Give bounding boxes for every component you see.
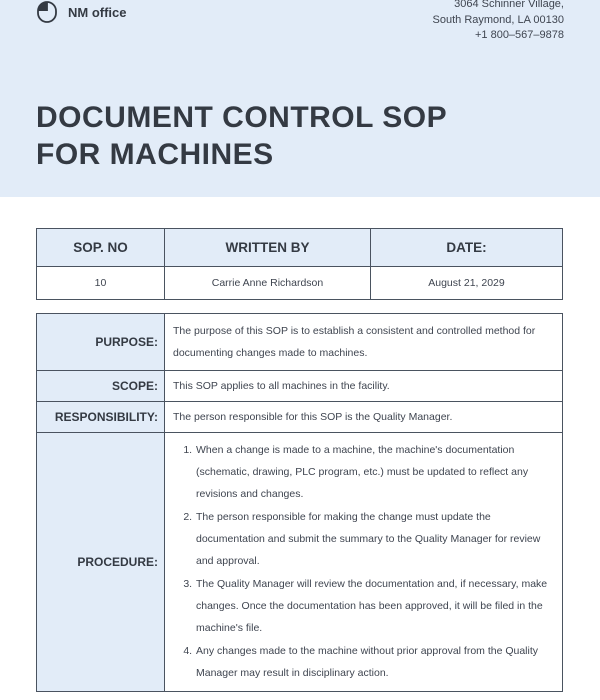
procedure-row xyxy=(37,433,563,692)
list-item: 4. Any changes made to the machine without prior approval from the Quality Manager may result in disciplinary action. xyxy=(195,640,554,684)
written-by-value: Carrie Anne Richardson xyxy=(165,267,371,300)
mouse-icon xyxy=(36,1,58,23)
purpose-label: PURPOSE: xyxy=(37,314,165,371)
date-value: August 21, 2029 xyxy=(371,267,563,300)
list-item: 2. The person responsible for making the change must update the documentation and submit the summary to the Quality Manager for review and approval. xyxy=(195,506,554,572)
list-item: 1. When a change is made to a machine, the machine's documentation (schematic, drawing, PLC program, etc.) must be updated to reflect any revisions and changes. xyxy=(195,439,554,505)
address-line: 3064 Schinner Village, xyxy=(454,0,564,10)
responsibility-row xyxy=(37,402,563,433)
procedure-label: PROCEDURE: xyxy=(37,433,165,692)
responsibility-label: RESPONSIBILITY: xyxy=(37,402,165,433)
sop-details-table xyxy=(36,313,563,692)
sop-no-value: 10 xyxy=(37,267,165,300)
responsibility-text: The person responsible for this SOP is the Quality Manager. xyxy=(165,402,563,433)
title-line: FOR MACHINES xyxy=(36,138,274,171)
table-header-row xyxy=(37,229,563,267)
sop-no-header: SOP. NO xyxy=(37,229,165,267)
logo-text: NM office xyxy=(68,4,127,20)
list-item: 3. The Quality Manager will review the documentation and, if necessary, make changes. Once the documentation has been approved, it will be filed in the machine's file. xyxy=(195,573,554,639)
title-line: DOCUMENT CONTROL SOP xyxy=(36,101,448,134)
logo xyxy=(36,1,127,23)
procedure-steps-list xyxy=(173,439,554,684)
company-address xyxy=(433,0,564,44)
header-band xyxy=(0,0,600,197)
procedure-content xyxy=(165,433,563,692)
sop-info-table xyxy=(36,228,563,300)
address-line: South Raymond, LA 00130 xyxy=(432,13,564,26)
scope-row xyxy=(37,371,563,402)
date-header: DATE: xyxy=(371,229,563,267)
written-by-header: WRITTEN BY xyxy=(165,229,371,267)
scope-label: SCOPE: xyxy=(37,371,165,402)
purpose-text: The purpose of this SOP is to establish a consistent and controlled method for documenting changes made to machines. xyxy=(165,314,563,371)
phone-number: +1 800–567–9878 xyxy=(474,29,564,41)
page-title xyxy=(36,99,447,173)
purpose-row xyxy=(37,314,563,371)
table-row xyxy=(37,267,563,300)
scope-text: This SOP applies to all machines in the facility. xyxy=(165,371,563,402)
